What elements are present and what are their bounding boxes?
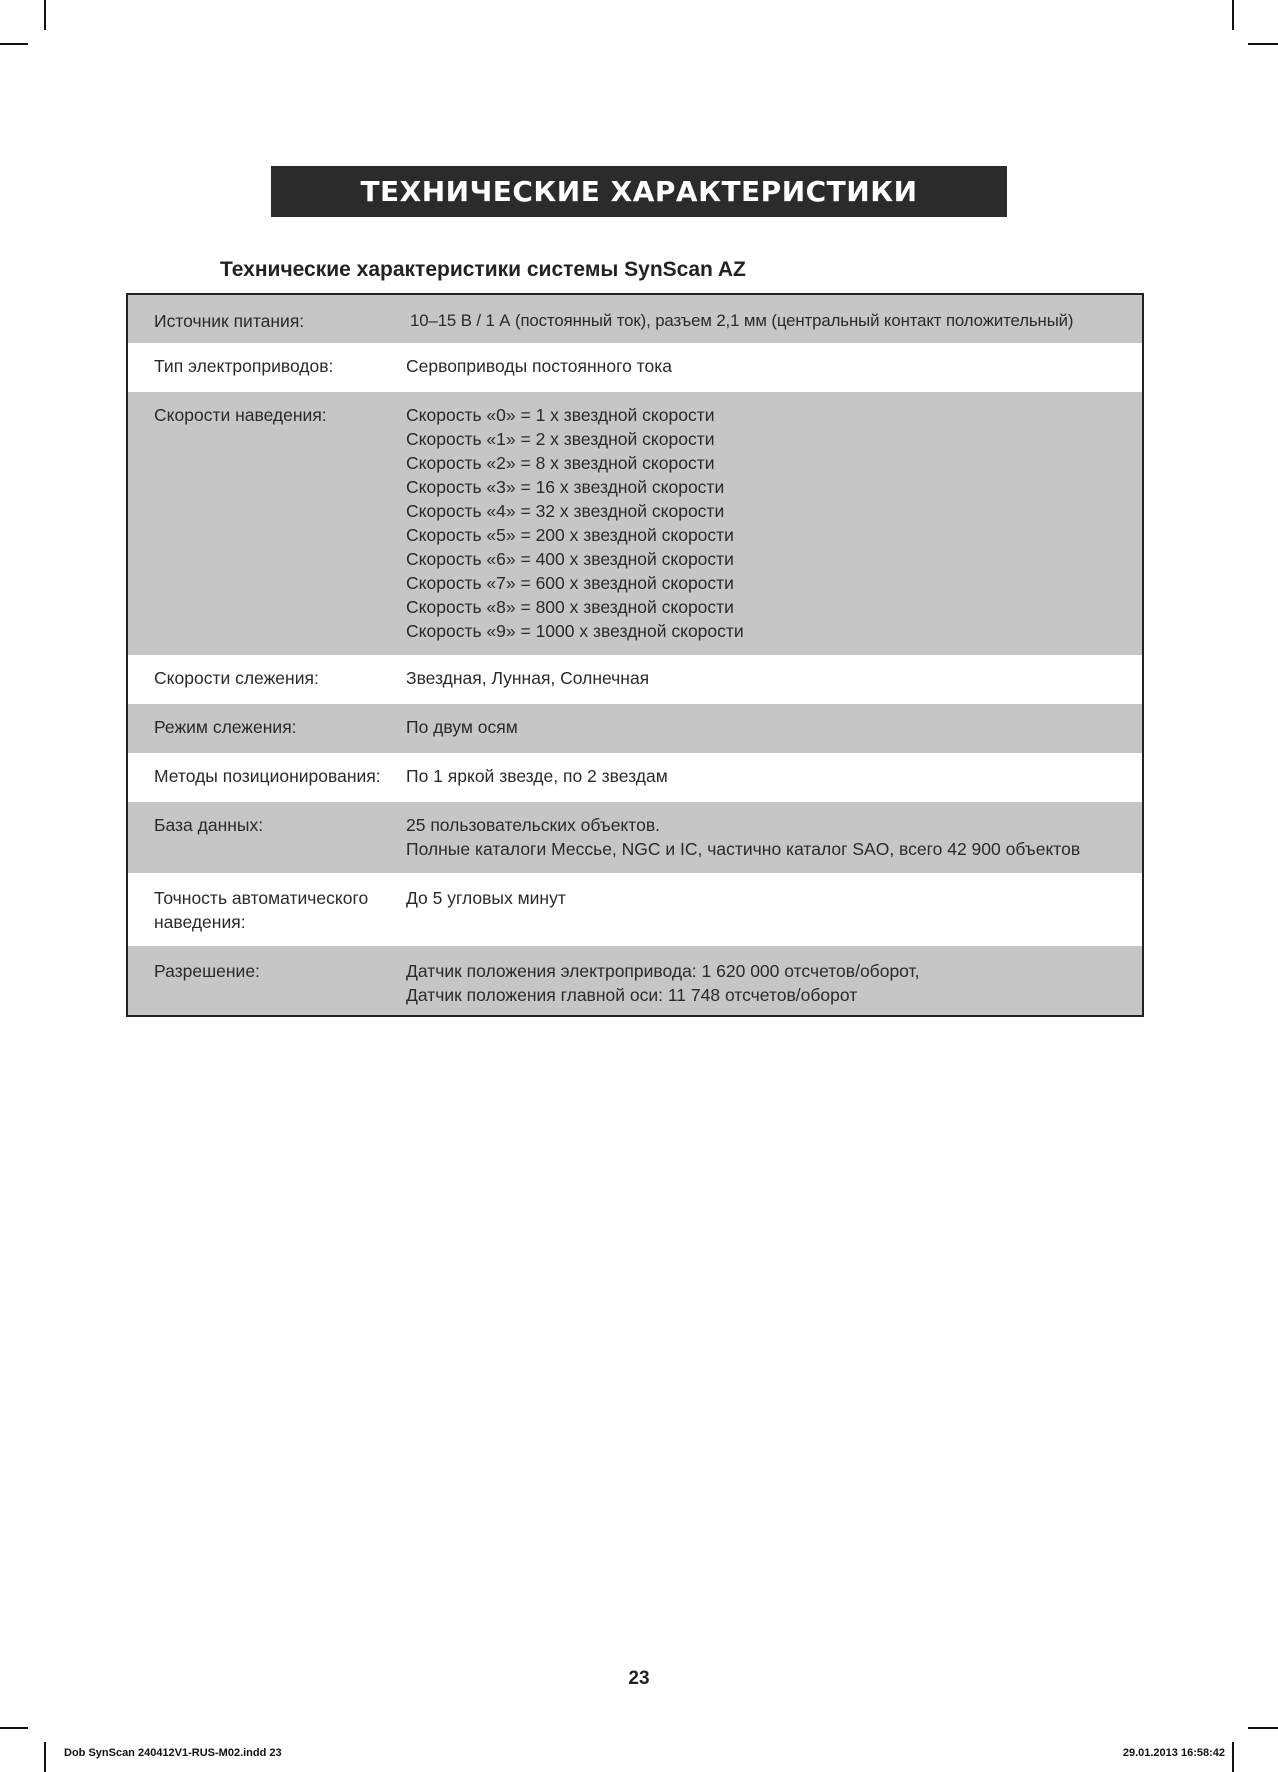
- crop-mark: [0, 43, 28, 45]
- row-label: Методы позиционирования:: [154, 766, 381, 786]
- row-label: Скорости наведения:: [154, 405, 327, 425]
- row-value-text: Датчик положения главной оси: 11 748 отсчетов/оборот: [406, 985, 858, 1005]
- row-value: [406, 354, 1142, 378]
- row-value: [406, 403, 1142, 643]
- spec-table: [126, 293, 1144, 1017]
- row-label: Тип электроприводов:: [154, 356, 334, 376]
- crop-mark: [1248, 43, 1278, 45]
- slug-filename: Dob SynScan 240412V1-RUS-M02.indd 23: [64, 1747, 282, 1759]
- row-value: [406, 715, 1142, 739]
- crop-mark: [0, 1727, 28, 1729]
- row-value-text: По двум осям: [406, 717, 518, 737]
- speed-line: Скорость «4» = 32 х звездной скорости: [406, 501, 725, 521]
- speed-line: Скорость «6» = 400 х звездной скорости: [406, 549, 734, 569]
- table-row: [128, 873, 1142, 946]
- crop-mark: [1248, 1727, 1278, 1729]
- row-label-line: наведения:: [154, 912, 246, 932]
- row-label: [128, 886, 406, 934]
- row-value: [406, 959, 1142, 1007]
- table-row: [128, 392, 1142, 655]
- row-value: [406, 813, 1142, 861]
- speed-line: Скорость «7» = 600 х звездной скорости: [406, 573, 734, 593]
- table-row: [128, 946, 1142, 1015]
- row-value-text: Датчик положения электропривода: 1 620 000 отсчетов/оборот,: [406, 961, 920, 981]
- row-value-text: Сервоприводы постоянного тока: [406, 356, 672, 376]
- row-value-text: 10–15 В / 1 А (постоянный ток), разъем 2,1 мм (центральный контакт положительный): [410, 311, 1074, 330]
- row-value: [406, 309, 1142, 333]
- row-value-text: Полные каталоги Мессье, NGC и IC, частично каталог SAO, всего 42 900 объектов: [406, 839, 1081, 859]
- row-label: Источник питания:: [154, 311, 305, 331]
- speed-line: Скорость «1» = 2 х звездной скорости: [406, 429, 715, 449]
- row-value-text: Звездная, Лунная, Солнечная: [406, 668, 650, 688]
- crop-mark: [1232, 0, 1234, 30]
- speed-line: Скорость «8» = 800 х звездной скорости: [406, 597, 734, 617]
- row-label: Скорости слежения:: [154, 668, 319, 688]
- table-row: [128, 655, 1142, 704]
- table-title: Технические характеристики системы SynScan AZ: [220, 258, 746, 281]
- page-number: 23: [628, 1668, 650, 1689]
- table-row: [128, 753, 1142, 802]
- table-row: [128, 704, 1142, 753]
- table-row: [128, 343, 1142, 392]
- table-row: [128, 295, 1142, 343]
- crop-mark: [44, 0, 46, 30]
- slug-timestamp: 29.01.2013 16:58:42: [1122, 1747, 1225, 1759]
- row-label: Режим слежения:: [154, 717, 297, 737]
- speed-line: Скорость «0» = 1 х звездной скорости: [406, 405, 715, 425]
- row-label: База данных:: [154, 815, 264, 835]
- speed-line: Скорость «9» = 1000 х звездной скорости: [406, 621, 744, 641]
- speed-line: Скорость «5» = 200 х звездной скорости: [406, 525, 734, 545]
- banner-title: ТЕХНИЧЕСКИЕ ХАРАКТЕРИСТИКИ: [360, 175, 918, 208]
- row-value-text: По 1 яркой звезде, по 2 звездам: [406, 766, 668, 786]
- row-value: [406, 886, 1142, 934]
- row-label-line: Точность автоматического: [154, 888, 369, 908]
- speed-line: Скорость «3» = 16 х звездной скорости: [406, 477, 725, 497]
- row-value: [406, 666, 1142, 690]
- row-value: [406, 764, 1142, 788]
- section-banner: [271, 166, 1007, 217]
- row-value-text: До 5 угловых минут: [406, 888, 566, 908]
- table-row: [128, 802, 1142, 873]
- crop-mark: [44, 1742, 46, 1772]
- crop-mark: [1232, 1742, 1234, 1772]
- row-label: Разрешение:: [154, 961, 260, 981]
- row-value-text: 25 пользовательских объектов.: [406, 815, 660, 835]
- speed-line: Скорость «2» = 8 х звездной скорости: [406, 453, 715, 473]
